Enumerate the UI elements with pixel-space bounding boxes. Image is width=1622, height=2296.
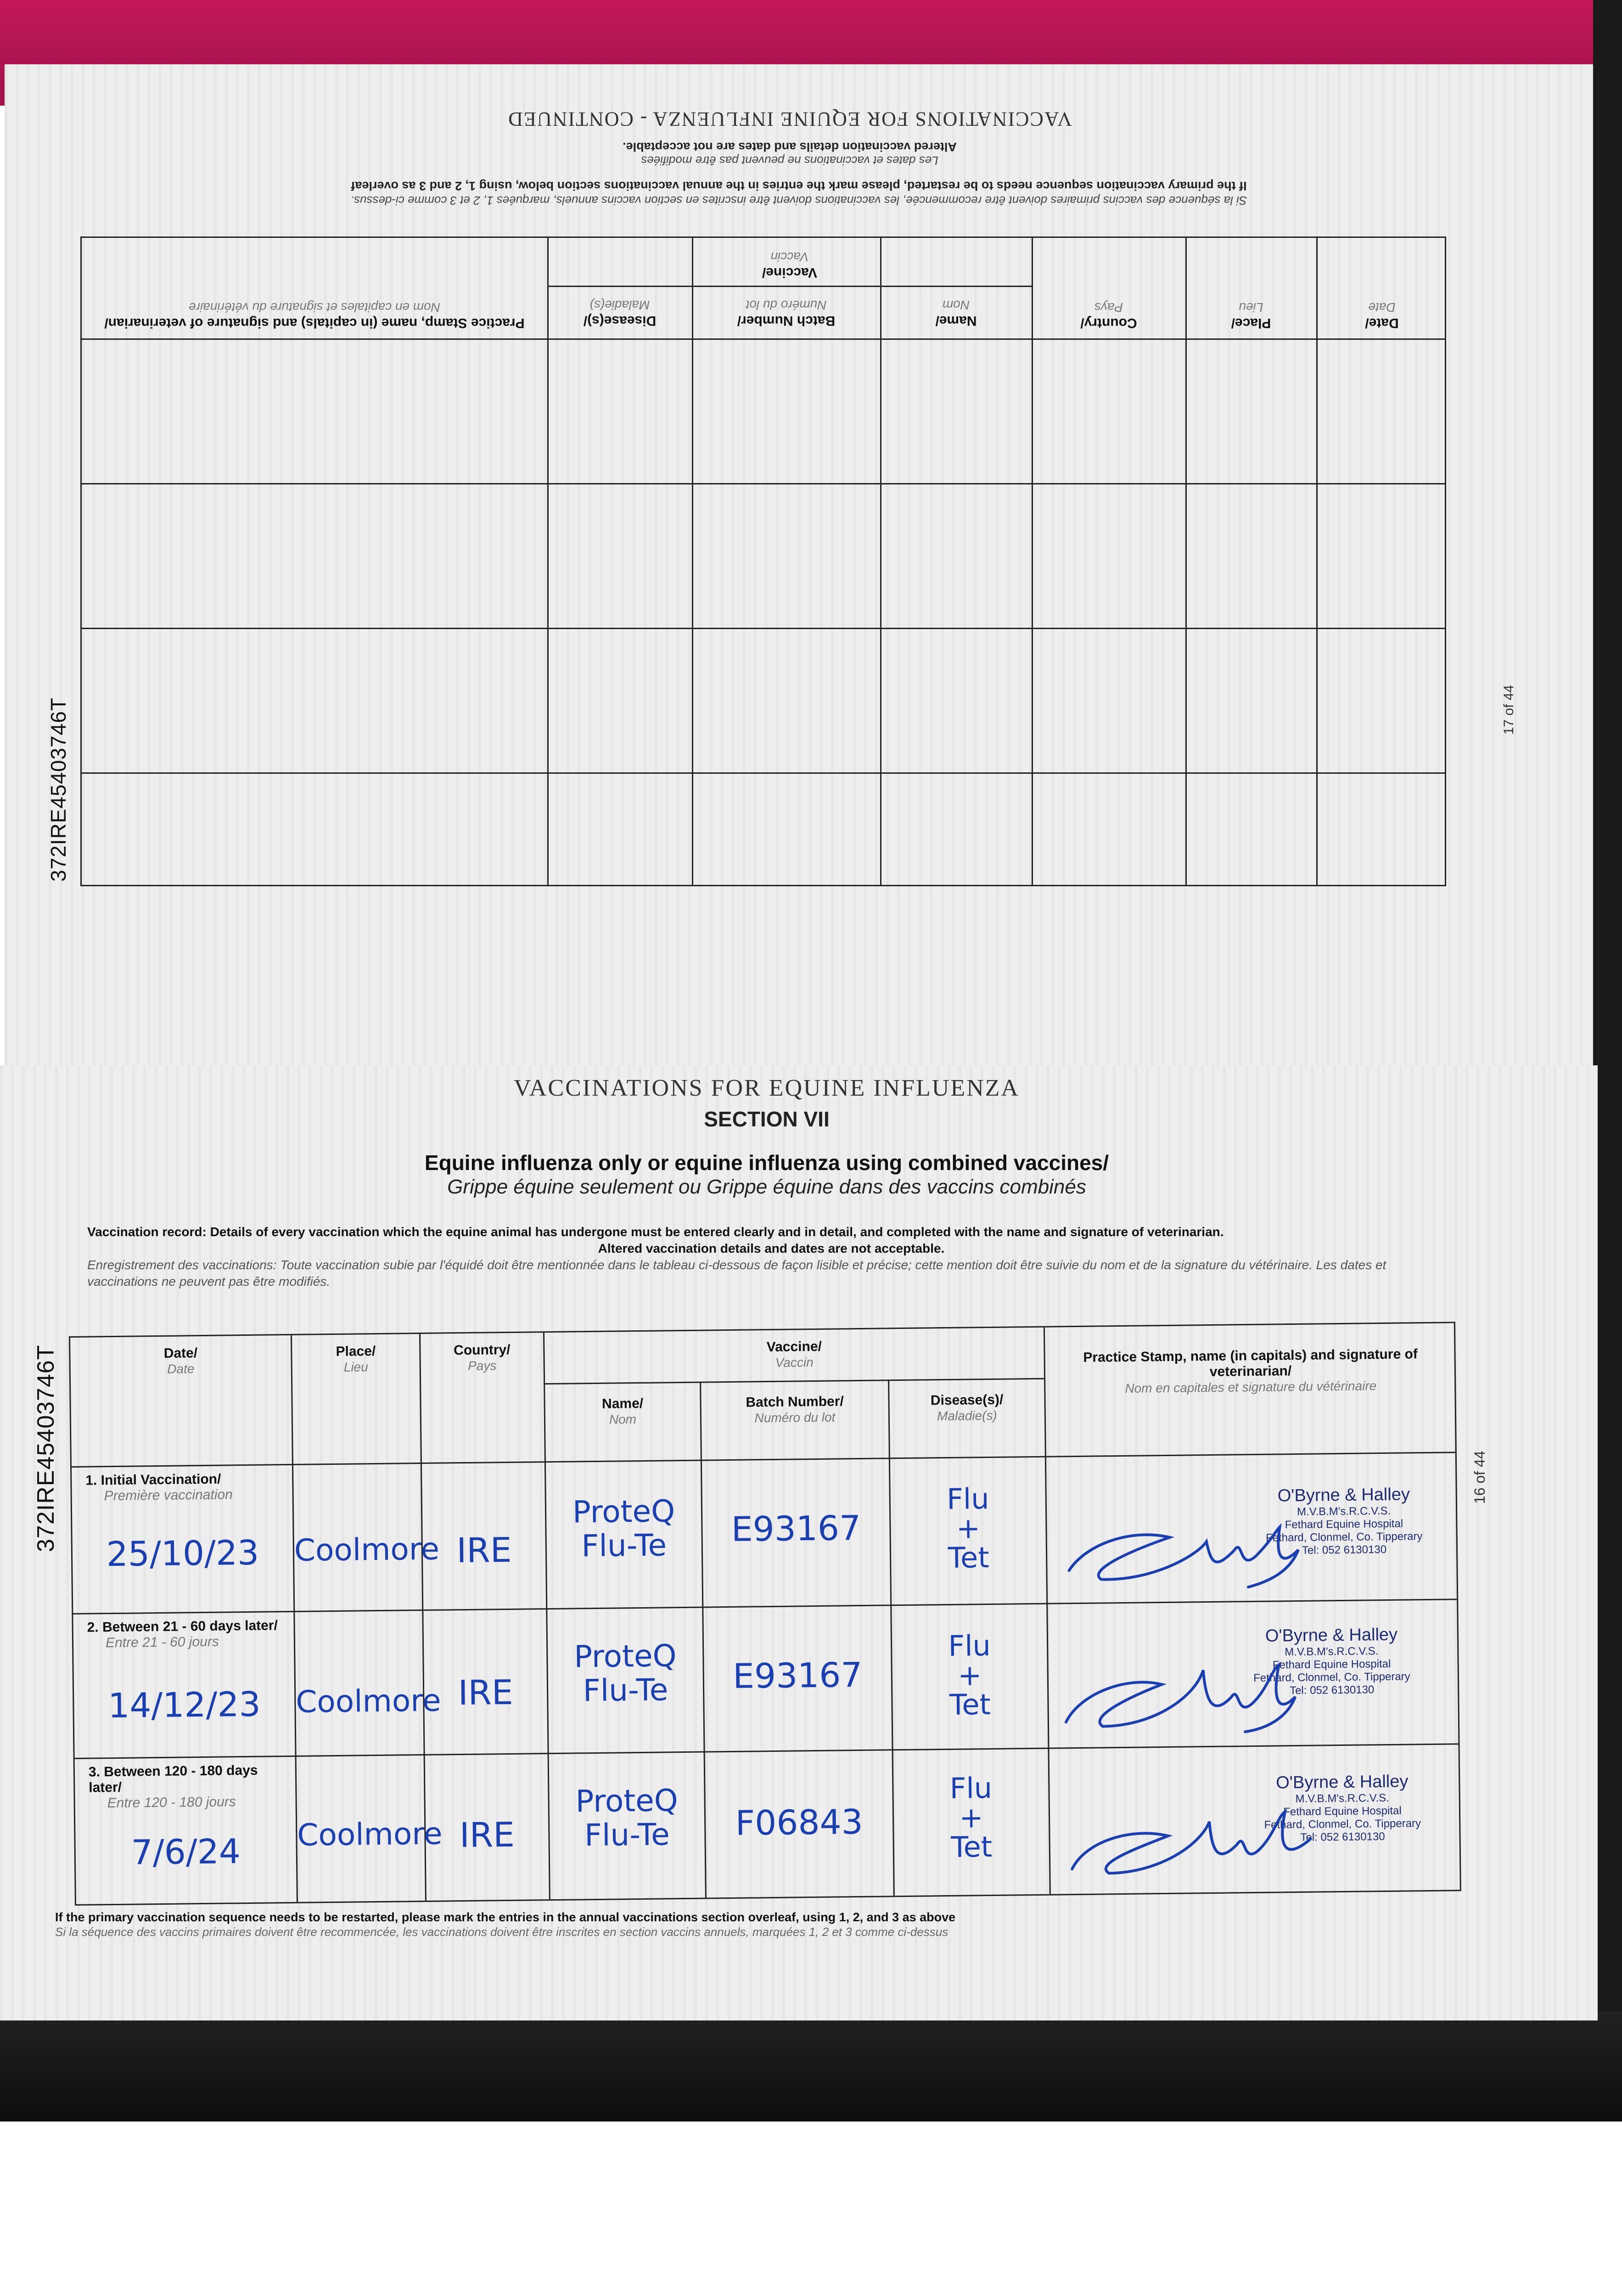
- header-place: Place/ Lieu: [336, 1344, 376, 1374]
- vaccination-record-instructions: Vaccination record: Details of every vaccination which the equine animal has undergone must be entered clearly and in detail, and completed with the name and signature of veterinarian. Altered vaccination details and dates are not acceptable. Enregistrement des vaccinations: Toute vaccination subie par l'équidé doit être mentionnée dans le tableau ci-dessous de façon lisible et précise; cette mention doit être suivie du nom et de la signature du vétérinaire. Les dates et vaccinations ne peuvent pas être modifiés.: [87, 1225, 1386, 1289]
- row-2-place: Coolmore: [295, 1683, 441, 1720]
- page-16-title: VACCINATIONS FOR EQUINE INFLUENZA: [514, 1075, 1020, 1101]
- row-3-signature: [1062, 1789, 1320, 1883]
- row-3-country: IRE: [459, 1815, 515, 1856]
- page-16-number: 16 of 44: [1471, 1451, 1488, 1504]
- row-1-practice-stamp: O'Byrne & Halley M.V.B.M's.R.C.V.S. Fethard Equine Hospital Fethard, Clonmel, Co. Tipperary Tel: 052 6130130: [1265, 1485, 1423, 1557]
- row-1-date: 25/10/23: [106, 1533, 259, 1575]
- section-subtitle-en: Equine influenza only or equine influenza using combined vaccines/: [424, 1151, 1109, 1175]
- row-1-vaccine-name: ProteQ Flu-Te: [572, 1493, 675, 1564]
- row-3-place: Coolmore: [297, 1816, 443, 1853]
- vaccination-table: [69, 1322, 1461, 1906]
- restart-note-fr: Si la séquence des vaccins primaires doivent être recommencée, les vaccinations doivent être inscrites en section vaccins annuels, marquées 1, 2 et 3 comme ci-dessus: [55, 1925, 949, 1939]
- page-17-content: [5, 64, 1593, 1065]
- page-17-notice-fr: Les dates et vaccinations ne peuvent pas être modifiées: [641, 154, 938, 168]
- restart-note-en: If the primary vaccination sequence needs to be restarted, please mark the entries in the annual vaccinations section overleaf, using 1, 2, and 3 as above: [55, 1910, 956, 1924]
- page-17-title: VACCINATIONS FOR EQUINE INFLUENZA - CONTINUED: [507, 108, 1072, 130]
- page-17: [5, 64, 1593, 1065]
- row-2-batch: E93167: [732, 1655, 863, 1696]
- header-country: Country/ Pays: [454, 1342, 511, 1373]
- page-17-header-place: Place/ Lieu: [1231, 300, 1271, 331]
- row-1-place: Coolmore: [294, 1531, 440, 1568]
- page-16-passport-id: 372IRE45403746T: [33, 1345, 59, 1552]
- page-17-header-stamp: Practice Stamp, name (in capitals) and signature of veterinarian/ Nom en capitales et signature du vétérinaire: [104, 300, 525, 331]
- page-17-number: 17 of 44: [1501, 685, 1516, 735]
- section-heading: SECTION VII: [704, 1107, 830, 1131]
- row-1-country: IRE: [456, 1530, 512, 1571]
- passport-cover-bottom: [0, 2011, 1622, 2122]
- header-practice-stamp: Practice Stamp, name (in capitals) and signature of veterinarian/ Nom en capitales et signature du vétérinaire: [1083, 1346, 1418, 1396]
- row-3-practice-stamp: O'Byrne & Halley M.V.B.M's.R.C.V.S. Fethard Equine Hospital Fethard, Clonmel, Co. Tipperary Tel: 052 6130130: [1264, 1772, 1421, 1844]
- header-vaccine-name: Name/ Nom: [601, 1396, 644, 1427]
- page-17-header-date: Date/ Date: [1365, 300, 1399, 331]
- header-date: Date/ Date: [163, 1345, 198, 1376]
- row-2-signature: [1056, 1642, 1314, 1736]
- page-17-header-country: Country/ Pays: [1080, 300, 1137, 331]
- page-17-header-disease: Disease(s)/ Maladie(s): [583, 298, 657, 328]
- row-3-vaccine-name: ProteQ Flu-Te: [575, 1783, 679, 1853]
- row-1-signature: [1059, 1499, 1317, 1594]
- row-2-label: 2. Between 21 - 60 days later/ Entre 21 - 60 jours: [87, 1618, 278, 1651]
- header-batch-number: Batch Number/ Numéro du lot: [746, 1394, 844, 1425]
- header-vaccine: Vaccine/ Vaccin: [766, 1339, 822, 1370]
- row-3-diseases: Flu + Tet: [949, 1771, 993, 1864]
- page-17-table: [80, 236, 1446, 886]
- header-diseases: Disease(s)/ Maladie(s): [930, 1392, 1004, 1424]
- page-17-header-vaccine: Vaccine/ Vaccin: [762, 250, 818, 280]
- row-1-diseases: Flu + Tet: [946, 1482, 989, 1575]
- row-1-label: 1. Initial Vaccination/ Première vaccination: [85, 1471, 233, 1504]
- row-2-practice-stamp: O'Byrne & Halley M.V.B.M's.R.C.V.S. Fethard Equine Hospital Fethard, Clonmel, Co. Tipperary Tel: 052 6130130: [1253, 1625, 1410, 1697]
- row-2-diseases: Flu + Tet: [948, 1629, 991, 1722]
- row-2-vaccine-name: ProteQ Flu-Te: [573, 1638, 677, 1709]
- row-3-batch: F06843: [735, 1802, 864, 1843]
- page-17-notice-en: Altered vaccination details and dates are not acceptable.: [623, 140, 957, 154]
- row-1-batch: E93167: [731, 1508, 861, 1549]
- row-3-label: 3. Between 120 - 180 days later/ Entre 120 - 180 jours: [88, 1762, 258, 1811]
- page-16: [0, 1065, 1598, 2020]
- section-subtitle-fr: Grippe équine seulement ou Grippe équine dans des vaccins combinés: [447, 1176, 1086, 1198]
- page-17-header-batch: Batch Number/ Numéro du lot: [737, 298, 836, 328]
- row-2-date: 14/12/23: [107, 1684, 261, 1726]
- page-17-passport-id: 372IRE45403746T: [46, 697, 70, 882]
- page-17-header-name: Name/ Nom: [935, 298, 977, 328]
- page-17-restart-en: If the primary vaccination sequence needs to be restarted, please mark the entries in the annual vaccinations section below, using 1, 2 and 3 as overleaf: [351, 179, 1247, 193]
- page-17-restart-fr: Si la séquence des vaccins primaires doivent être recommencée, les vaccinations doivent être inscrites en section vaccins annuels, marquées 1, 2 et 3 comme ci-dessus.: [350, 194, 1247, 208]
- row-3-date: 7/6/24: [131, 1832, 241, 1873]
- row-2-country: IRE: [458, 1672, 514, 1713]
